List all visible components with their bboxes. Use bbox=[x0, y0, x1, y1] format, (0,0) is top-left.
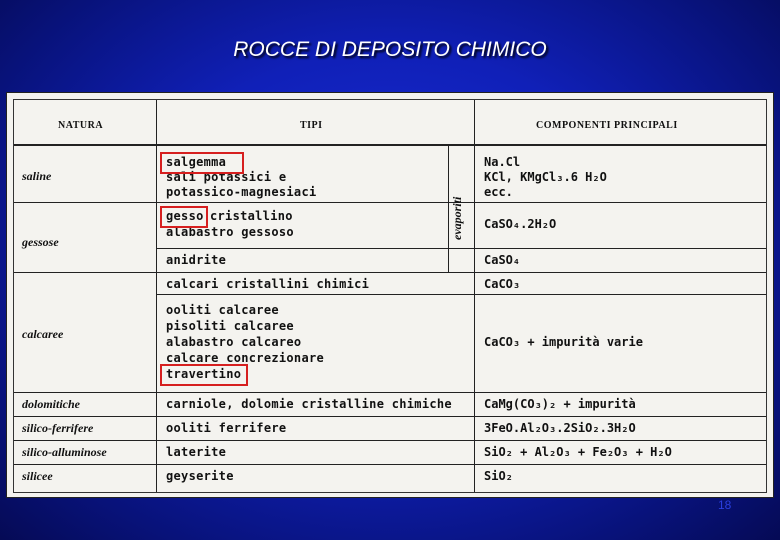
comp-caco3-impurita: CaCO₃ + impurità varie bbox=[484, 335, 643, 349]
tipo-gesso: gesso bbox=[166, 209, 204, 223]
natura-silico-alluminose: silico-alluminose bbox=[22, 445, 107, 459]
row-rule bbox=[14, 202, 156, 203]
table-inner bbox=[13, 99, 767, 493]
header-rule bbox=[14, 144, 766, 146]
tipo-calcare-concrezionare: calcare concrezionare bbox=[166, 351, 325, 365]
comp-camg: CaMg(CO₃)₂ + impurità bbox=[484, 397, 636, 411]
header-natura: NATURA bbox=[58, 120, 104, 131]
comp-sio2-mix: SiO₂ + Al₂O₃ + Fe₂O₃ + H₂O bbox=[484, 445, 672, 459]
row-rule bbox=[14, 272, 766, 273]
natura-silicee: silicee bbox=[22, 469, 53, 483]
tipo-alabastro-gessoso: alabastro gessoso bbox=[166, 225, 294, 239]
tipo-travertino: travertino bbox=[166, 367, 242, 381]
tipo-geyserite: geyserite bbox=[166, 469, 234, 483]
row-rule bbox=[14, 464, 766, 465]
tipo-pisoliti-calcaree: pisoliti calcaree bbox=[166, 319, 294, 333]
header-componenti: COMPONENTI PRINCIPALI bbox=[536, 120, 678, 131]
tipo-potassico-magnesiaci: potassico-magnesiaci bbox=[166, 185, 317, 199]
highlight-salgemma bbox=[160, 152, 244, 174]
col-divider-2 bbox=[474, 100, 475, 492]
tipo-anidrite: anidrite bbox=[166, 253, 227, 267]
tipo-carniole: carniole, dolomie cristalline chimiche bbox=[166, 397, 452, 411]
comp-sio2: SiO₂ bbox=[484, 469, 513, 483]
row-rule bbox=[14, 440, 766, 441]
comp-nacl: Na.Cl bbox=[484, 155, 521, 169]
comp-kcl: KCl, KMgCl₃.6 H₂O bbox=[484, 170, 607, 184]
tipo-ooliti-ferrifere: ooliti ferrifere bbox=[166, 421, 287, 435]
tipo-alabastro-calcareo: alabastro calcareo bbox=[166, 335, 302, 349]
comp-ecc: ecc. bbox=[484, 185, 513, 199]
comp-caso4-2h2o: CaSO₄.2H₂O bbox=[484, 217, 557, 231]
tipo-sali-potassici: sali potassici e bbox=[166, 170, 287, 184]
tipo-ooliti-calcaree: ooliti calcaree bbox=[166, 303, 279, 317]
evap-divider bbox=[448, 144, 449, 272]
comp-caco3-top: CaCO₃ bbox=[484, 277, 521, 291]
rock-table bbox=[6, 92, 774, 498]
slide-title: ROCCE DI DEPOSITO CHIMICO bbox=[233, 38, 547, 61]
highlight-travertino bbox=[160, 364, 248, 386]
row-rule bbox=[156, 248, 766, 249]
header-tipi: TIPI bbox=[300, 120, 323, 131]
row-rule bbox=[14, 392, 766, 393]
tipo-salgemma: salgemma bbox=[166, 155, 227, 169]
comp-3feo: 3FeO.Al₂O₃.2SiO₂.3H₂O bbox=[484, 421, 636, 435]
natura-calcaree: calcaree bbox=[22, 327, 64, 341]
tipo-laterite: laterite bbox=[166, 445, 227, 459]
highlight-gesso bbox=[160, 206, 208, 228]
evaporiti-label: evaporiti bbox=[450, 196, 464, 240]
natura-saline: saline bbox=[22, 169, 52, 183]
row-rule bbox=[14, 416, 766, 417]
comp-caso4: CaSO₄ bbox=[484, 253, 521, 267]
tipo-calcari-cristallini: calcari cristallini chimici bbox=[166, 277, 370, 291]
tipo-cristallino: cristallino bbox=[210, 209, 293, 223]
natura-dolomitiche: dolomitiche bbox=[22, 397, 80, 411]
natura-silico-ferrifere: silico-ferrifere bbox=[22, 421, 94, 435]
col-divider-1 bbox=[156, 100, 157, 492]
page-number: 18 bbox=[718, 498, 732, 512]
row-rule bbox=[156, 294, 766, 295]
natura-gessose: gessose bbox=[22, 235, 59, 249]
